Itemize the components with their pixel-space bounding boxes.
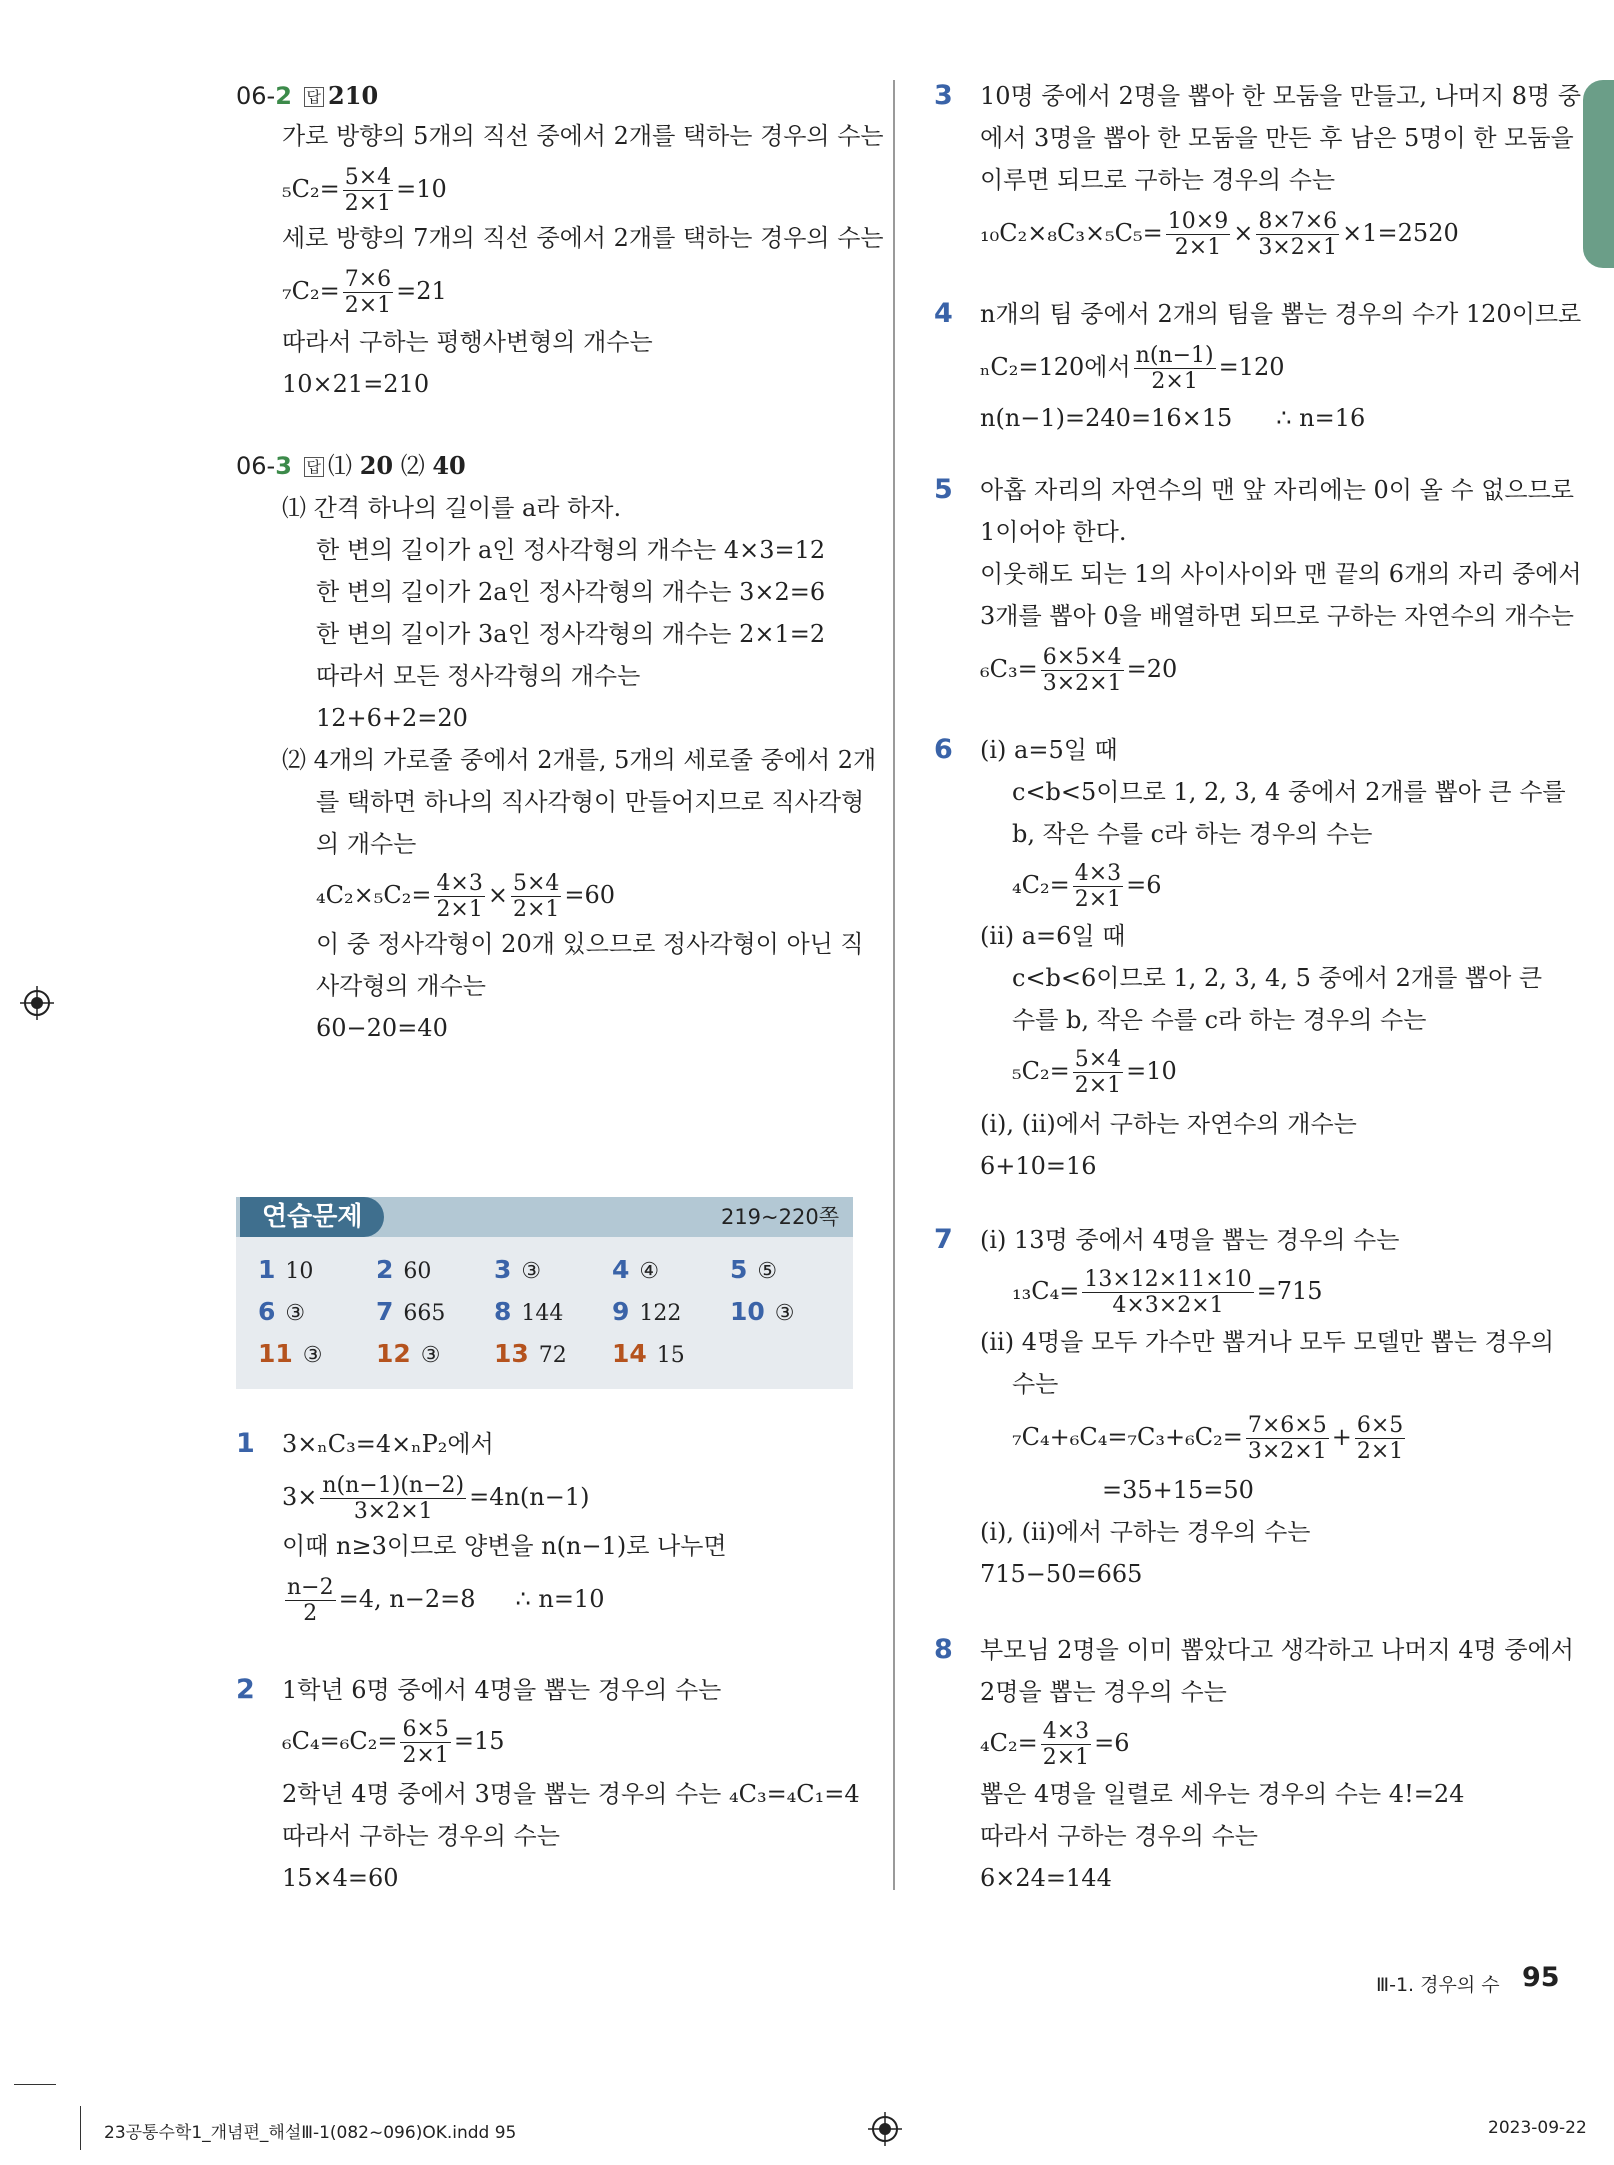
text-line: (ⅰ), (ⅱ)에서 구하는 경우의 수는 bbox=[980, 1518, 1311, 1546]
text-line: 따라서 구하는 평행사변형의 개수는 bbox=[282, 328, 653, 356]
question-number: 2 bbox=[236, 1674, 255, 1705]
practice-answer-value: ⑤ bbox=[757, 1259, 778, 1284]
text-line: 수를 b, 작은 수를 c라 하는 경우의 수는 bbox=[1012, 1006, 1427, 1034]
crop-mark bbox=[14, 2084, 56, 2085]
formula-line: ₆C₃= $\frac{6\times 5\times 4}{3\times 2\times 1}$ =20 bbox=[980, 645, 1178, 697]
fraction: $\frac{4\times 3}{2\times 1}$ bbox=[1074, 861, 1122, 913]
practice-answer-value: ③ bbox=[302, 1343, 323, 1368]
text-line: (ⅱ) a=6일 때 bbox=[980, 922, 1126, 950]
text-line: 따라서 구하는 경우의 수는 bbox=[282, 1822, 560, 1850]
formula-line: ₅C₂= $\frac{5\times 4}{2\times 1}$ =10 bbox=[282, 165, 447, 217]
text-line: 한 변의 길이가 a인 정사각형의 개수는 4×3=12 bbox=[316, 536, 826, 564]
text-line: 이때 n≥3이므로 양변을 n(n−1)로 나누면 bbox=[282, 1532, 727, 1560]
practice-answer-value: 72 bbox=[538, 1343, 567, 1368]
text-line: 에서 3명을 뽑아 한 모둠을 만든 후 남은 5명이 한 모둠을 bbox=[980, 124, 1574, 152]
practice-answer-value: 15 bbox=[656, 1343, 685, 1368]
text-line: c<b<6이므로 1, 2, 3, 4, 5 중에서 2개를 뽑아 큰 bbox=[1012, 964, 1543, 992]
practice-answer bbox=[730, 1297, 795, 1326]
text-line: (ⅰ) 13명 중에서 4명을 뽑는 경우의 수는 bbox=[980, 1226, 1400, 1254]
fraction: $\frac{n(n-1)}{2\times 1}$ bbox=[1135, 343, 1214, 395]
text-line: 15×4=60 bbox=[282, 1864, 399, 1892]
text-line: n(n−1)=240=16×15 ∴ n=16 bbox=[980, 404, 1366, 432]
practice-answer bbox=[494, 1339, 567, 1368]
crop-mark bbox=[80, 2106, 81, 2150]
problem-label-06-3: 06-3 답 ⑴ 20 ⑵ 40 bbox=[236, 451, 466, 480]
practice-answer bbox=[376, 1339, 441, 1368]
fraction: $\frac{5\times 4}{2\times 1}$ bbox=[1074, 1047, 1122, 1099]
practice-answer-number: 4 bbox=[612, 1255, 630, 1284]
formula-line: ₇C₄+₆C₄=₇C₃+₆C₂= $\frac{7\times 6\times 5}{3\times 2\times 1}$ + $\frac{6\times 5}{2\times 1}$ bbox=[1012, 1413, 1404, 1465]
text-line: 세로 방향의 7개의 직선 중에서 2개를 택하는 경우의 수는 bbox=[282, 224, 884, 252]
practice-answer-value: ③ bbox=[420, 1343, 441, 1368]
fraction: $\frac{4\times 3}{2\times 1}$ bbox=[1042, 1719, 1090, 1771]
formula-line: ₙC₂=120에서 $\frac{n(n-1)}{2\times 1}$ =120 bbox=[980, 343, 1285, 395]
fraction: $\frac{10\times 9}{2\times 1}$ bbox=[1167, 209, 1229, 261]
fraction: $\frac{n-2}{2}$ bbox=[287, 1575, 334, 1627]
practice-answer bbox=[258, 1255, 313, 1284]
practice-answer bbox=[730, 1255, 777, 1284]
text-line: b, 작은 수를 c라 하는 경우의 수는 bbox=[1012, 820, 1373, 848]
practice-answer-value: 665 bbox=[403, 1301, 446, 1326]
practice-answer-value: 144 bbox=[521, 1301, 564, 1326]
text-line: 715−50=665 bbox=[980, 1560, 1143, 1588]
registration-mark-icon bbox=[868, 2112, 902, 2146]
practice-answer-number: 3 bbox=[494, 1255, 512, 1284]
formula-line: ₄C₂= $\frac{4\times 3}{2\times 1}$ =6 bbox=[1012, 861, 1162, 913]
practice-header bbox=[236, 1197, 853, 1237]
fraction: $\frac{6\times 5\times 4}{3\times 2\times 1}$ bbox=[1042, 645, 1122, 697]
fraction: $\frac{6\times 5}{2\times 1}$ bbox=[402, 1717, 449, 1769]
practice-answer-number: 10 bbox=[730, 1297, 765, 1326]
text-line: 이웃해도 되는 1의 사이사이와 맨 끝의 6개의 자리 중에서 bbox=[980, 560, 1582, 588]
practice-pages: 219~220쪽 bbox=[720, 1205, 839, 1229]
practice-answer bbox=[376, 1255, 431, 1284]
question-number: 6 bbox=[934, 734, 953, 765]
text-line: ⑴ 간격 하나의 길이를 a라 하자. bbox=[282, 494, 622, 522]
text-line: 뽑은 4명을 일렬로 세우는 경우의 수는 4!=24 bbox=[980, 1780, 1465, 1808]
practice-answer bbox=[258, 1297, 305, 1326]
text-line: (ⅰ), (ⅱ)에서 구하는 자연수의 개수는 bbox=[980, 1110, 1357, 1138]
practice-answer-number: 1 bbox=[258, 1255, 276, 1284]
practice-answer-value: 10 bbox=[285, 1259, 314, 1284]
file-name: 23공통수학1_개념편_해설Ⅲ-1(082~096)OK.indd 95 bbox=[104, 2123, 517, 2143]
text-line: 2학년 4명 중에서 3명을 뽑는 경우의 수는 ₄C₃=₄C₁=4 bbox=[282, 1780, 860, 1808]
answer-mark-icon: 답 bbox=[304, 457, 325, 477]
formula-line: $\frac{n-2}{2}$ =4, n−2=8 ∴ n=10 bbox=[287, 1575, 605, 1627]
practice-answer-number: 12 bbox=[376, 1339, 411, 1368]
practice-answer-number: 8 bbox=[494, 1297, 512, 1326]
practice-answer-value: ③ bbox=[774, 1301, 795, 1326]
formula-line: ₄C₂×₅C₂= $\frac{4\times 3}{2\times 1}$ × $\frac{5\times 4}{2\times 1}$ =60 bbox=[316, 871, 616, 923]
practice-answer-value: 60 bbox=[403, 1259, 432, 1284]
registration-mark-icon bbox=[20, 986, 54, 1020]
practice-answer-number: 7 bbox=[376, 1297, 394, 1326]
text-line: 를 택하면 하나의 직사각형이 만들어지므로 직사각형 bbox=[316, 788, 865, 816]
text-line: 아홉 자리의 자연수의 맨 앞 자리에는 0이 올 수 없으므로 bbox=[980, 476, 1574, 504]
practice-answer-number: 13 bbox=[494, 1339, 529, 1368]
text-line: 사각형의 개수는 bbox=[316, 972, 486, 1000]
formula-line: 3× $\frac{n(n-1)(n-2)}{3\times 2\times 1}$ =4n(n−1) bbox=[282, 1473, 590, 1525]
formula-line: ₅C₂= $\frac{5\times 4}{2\times 1}$ =10 bbox=[1012, 1047, 1177, 1099]
text-line: 2명을 뽑는 경우의 수는 bbox=[980, 1678, 1227, 1706]
practice-answer bbox=[494, 1297, 563, 1326]
text-line: 1학년 6명 중에서 4명을 뽑는 경우의 수는 bbox=[282, 1676, 722, 1704]
text-line: 따라서 모든 정사각형의 개수는 bbox=[316, 662, 641, 690]
practice-answer-value: ③ bbox=[285, 1301, 306, 1326]
question-number: 1 bbox=[236, 1428, 255, 1459]
print-date: 2023-09-22 bbox=[1488, 2118, 1587, 2138]
practice-answer-number: 11 bbox=[258, 1339, 293, 1368]
text-line: 한 변의 길이가 3a인 정사각형의 개수는 2×1=2 bbox=[316, 620, 826, 648]
problem-label-06-2: 06-2 답 210 bbox=[236, 81, 379, 110]
text-line: c<b<5이므로 1, 2, 3, 4 중에서 2개를 뽑아 큰 수를 bbox=[1012, 778, 1566, 806]
text-line: ⑵ 4개의 가로줄 중에서 2개를, 5개의 세로줄 중에서 2개 bbox=[282, 746, 877, 774]
fraction: $\frac{4\times 3}{2\times 1}$ bbox=[436, 871, 483, 923]
text-line: 한 변의 길이가 2a인 정사각형의 개수는 3×2=6 bbox=[316, 578, 826, 606]
fraction: $\frac{5\times 4}{2\times 1}$ bbox=[512, 871, 560, 923]
text-line: 3개를 뽑아 0을 배열하면 되므로 구하는 자연수의 개수는 bbox=[980, 602, 1574, 630]
text-line: 12+6+2=20 bbox=[316, 704, 468, 732]
practice-answer bbox=[258, 1339, 323, 1368]
practice-answer-number: 14 bbox=[612, 1339, 647, 1368]
answer-mark-icon: 답 bbox=[304, 87, 325, 107]
formula-line: ₁₃C₄= $\frac{13\times 12\times 11\times 10}{4\times 3\times 2\times 1}$ =715 bbox=[1012, 1267, 1323, 1319]
formula-line: ₇C₂= $\frac{7\times 6}{2\times 1}$ =21 bbox=[282, 267, 447, 319]
formula-line: ₄C₂= $\frac{4\times 3}{2\times 1}$ =6 bbox=[980, 1719, 1130, 1771]
question-number: 3 bbox=[934, 80, 953, 111]
text-line: 10명 중에서 2명을 뽑아 한 모둠을 만들고, 나머지 8명 중 bbox=[980, 82, 1582, 110]
fraction: $\frac{13\times 12\times 11\times 10}{4\times 3\times 2\times 1}$ bbox=[1084, 1267, 1252, 1319]
practice-answer-value: ③ bbox=[521, 1259, 542, 1284]
practice-answer-number: 5 bbox=[730, 1255, 748, 1284]
fraction: $\frac{n(n-1)(n-2)}{3\times 2\times 1}$ bbox=[322, 1473, 465, 1525]
fraction: $\frac{7\times 6}{2\times 1}$ bbox=[344, 267, 392, 319]
text-line: 60−20=40 bbox=[316, 1014, 448, 1042]
section-label: Ⅲ-1. 경우의 수 bbox=[1376, 1974, 1500, 1996]
text-line: 가로 방향의 5개의 직선 중에서 2개를 택하는 경우의 수는 bbox=[282, 122, 884, 150]
text-line: (ⅰ) a=5일 때 bbox=[980, 736, 1118, 764]
text-line: 1이어야 한다. bbox=[980, 518, 1127, 546]
text-line: 의 개수는 bbox=[316, 830, 417, 858]
text-line: n개의 팀 중에서 2개의 팀을 뽑는 경우의 수가 120이므로 bbox=[980, 300, 1582, 328]
practice-answer-number: 9 bbox=[612, 1297, 630, 1326]
page-number: 95 bbox=[1522, 1962, 1560, 1993]
practice-answer bbox=[612, 1255, 659, 1284]
question-number: 8 bbox=[934, 1634, 953, 1665]
practice-answer-number: 6 bbox=[258, 1297, 276, 1326]
text-line: 수는 bbox=[1012, 1370, 1059, 1398]
text-line: 이루면 되므로 구하는 경우의 수는 bbox=[980, 166, 1336, 194]
formula-line: ₁₀C₂×₈C₃×₅C₅= $\frac{10\times 9}{2\times 1}$ × $\frac{8\times 7\times 6}{3\times 2\times 1}$ ×1=2520 bbox=[980, 209, 1459, 261]
column-divider bbox=[893, 80, 895, 1890]
practice-answer bbox=[494, 1255, 541, 1284]
practice-title: 연습문제 bbox=[240, 1197, 384, 1237]
chapter-side-tab bbox=[1583, 80, 1614, 268]
fraction: $\frac{7\times 6\times 5}{3\times 2\times 1}$ bbox=[1247, 1413, 1327, 1465]
text-line: (ⅱ) 4명을 모두 가수만 뽑거나 모두 모델만 뽑는 경우의 bbox=[980, 1328, 1555, 1356]
question-number: 4 bbox=[934, 298, 953, 329]
question-number: 5 bbox=[934, 474, 953, 505]
text-line: 6+10=16 bbox=[980, 1152, 1097, 1180]
text-line: =35+15=50 bbox=[1102, 1476, 1254, 1504]
text-line: 6×24=144 bbox=[980, 1864, 1112, 1892]
formula-line: ₆C₄=₆C₂= $\frac{6\times 5}{2\times 1}$ =15 bbox=[282, 1717, 505, 1769]
practice-answer bbox=[612, 1339, 685, 1368]
text-line: 이 중 정사각형이 20개 있으므로 정사각형이 아닌 직 bbox=[316, 930, 864, 958]
question-number: 7 bbox=[934, 1224, 953, 1255]
text-line: 3×ₙC₃=4×ₙP₂에서 bbox=[282, 1430, 494, 1458]
practice-answer-value: ④ bbox=[639, 1259, 660, 1284]
practice-answer-number: 2 bbox=[376, 1255, 394, 1284]
practice-answer-value: 122 bbox=[639, 1301, 682, 1326]
text-line: 따라서 구하는 경우의 수는 bbox=[980, 1822, 1258, 1850]
fraction: $\frac{5\times 4}{2\times 1}$ bbox=[344, 165, 392, 217]
text-line: 부모님 2명을 이미 뽑았다고 생각하고 나머지 4명 중에서 bbox=[980, 1636, 1574, 1664]
text-line: 10×21=210 bbox=[282, 370, 430, 398]
fraction: $\frac{8\times 7\times 6}{3\times 2\times 1}$ bbox=[1258, 209, 1338, 261]
fraction: $\frac{6\times 5}{2\times 1}$ bbox=[1356, 1413, 1404, 1465]
practice-answer bbox=[376, 1297, 445, 1326]
practice-answers-box bbox=[236, 1197, 853, 1389]
practice-answer bbox=[612, 1297, 681, 1326]
